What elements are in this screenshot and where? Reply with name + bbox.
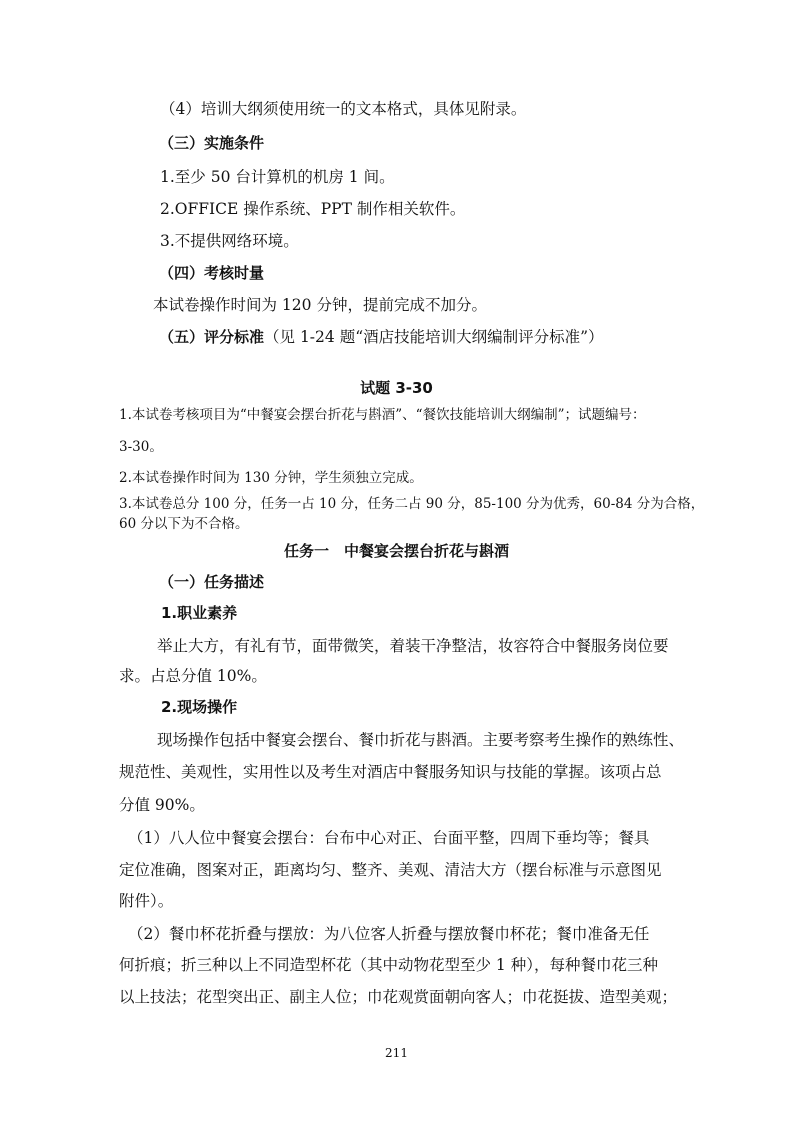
- heading-professional-quality: 1.职业素养: [161, 604, 238, 622]
- exam-info-3-cont: 60 分以下为不合格。: [119, 516, 249, 532]
- exam-title: 试题 3-30: [360, 379, 433, 397]
- page-number: 211: [385, 1046, 408, 1060]
- para-operation-1: 现场操作包括中餐宴会摆台、餐巾折花与斟酒。主要考察考生操作的熟练性、: [157, 731, 685, 749]
- task-one-title: 任务一 中餐宴会摆台折花与斟酒: [283, 542, 509, 560]
- heading-task-description: （一）任务描述: [159, 573, 265, 591]
- para-operation-2: 规范性、美观性，实用性以及考生对酒店中餐服务知识与技能的掌握。该项占总: [119, 763, 662, 781]
- para-napkin-1: （2）餐巾杯花折叠与摆放：为八位客人折叠与摆放餐巾杯花；餐巾准备无任: [128, 925, 650, 943]
- heading-on-site-operation: 2.现场操作: [161, 698, 238, 716]
- line-duration: 本试卷操作时间为 120 分钟，提前完成不加分。: [153, 296, 487, 314]
- para-napkin-2: 何折痕；折三种以上不同造型杯花（其中动物花型至少 1 种），每种餐巾花三种: [119, 956, 658, 974]
- line-condition-2: 2.OFFICE 操作系统、PPT 制作相关软件。: [160, 200, 466, 218]
- scoring-note: （见 1-24 题“酒店技能培训大纲编制评分标准”）: [264, 328, 604, 346]
- para-setting-3: 附件）。: [119, 892, 174, 910]
- line-scoring: [159, 327, 604, 347]
- exam-info-2: 2.本试卷操作时间为 130 分钟，学生须独立完成。: [119, 470, 423, 486]
- heading-scoring: （五）评分标准: [159, 328, 265, 346]
- line-condition-1: 1.至少 50 台计算机的机房 1 间。: [160, 168, 395, 186]
- exam-info-1: 1.本试卷考核项目为“中餐宴会摆台折花与斟酒”、“餐饮技能培训大纲编制”；试题编号：: [119, 407, 646, 423]
- heading-duration: （四）考核时量: [159, 264, 265, 282]
- line-outline-format: （4）培训大纲须使用统一的文本格式，具体见附录。: [160, 100, 527, 118]
- heading-conditions: （三）实施条件: [159, 134, 265, 152]
- para-quality-1: 举止大方，有礼有节，面带微笑，着装干净整洁，妆容符合中餐服务岗位要: [157, 637, 669, 655]
- para-napkin-3: 以上技法；花型突出正、副主人位；巾花观赏面朝向客人；巾花挺拔、造型美观；: [119, 988, 678, 1006]
- para-operation-3: 分值 90%。: [119, 796, 205, 814]
- para-quality-2: 求。占总分值 10%。: [119, 667, 267, 685]
- para-setting-1: （1）八人位中餐宴会摆台：台布中心对正、台面平整，四周下垂均等；餐具: [128, 829, 650, 847]
- exam-info-1-cont: 3-30。: [119, 439, 163, 455]
- para-setting-2: 定位准确，图案对正，距离均匀、整齐、美观、清洁大方（摆台标准与示意图见: [119, 861, 662, 879]
- line-condition-3: 3.不提供网络环境。: [160, 232, 299, 250]
- exam-info-3: 3.本试卷总分 100 分，任务一占 10 分，任务二占 90 分，85-100 分为优秀，60-84 分为合格，: [119, 496, 705, 512]
